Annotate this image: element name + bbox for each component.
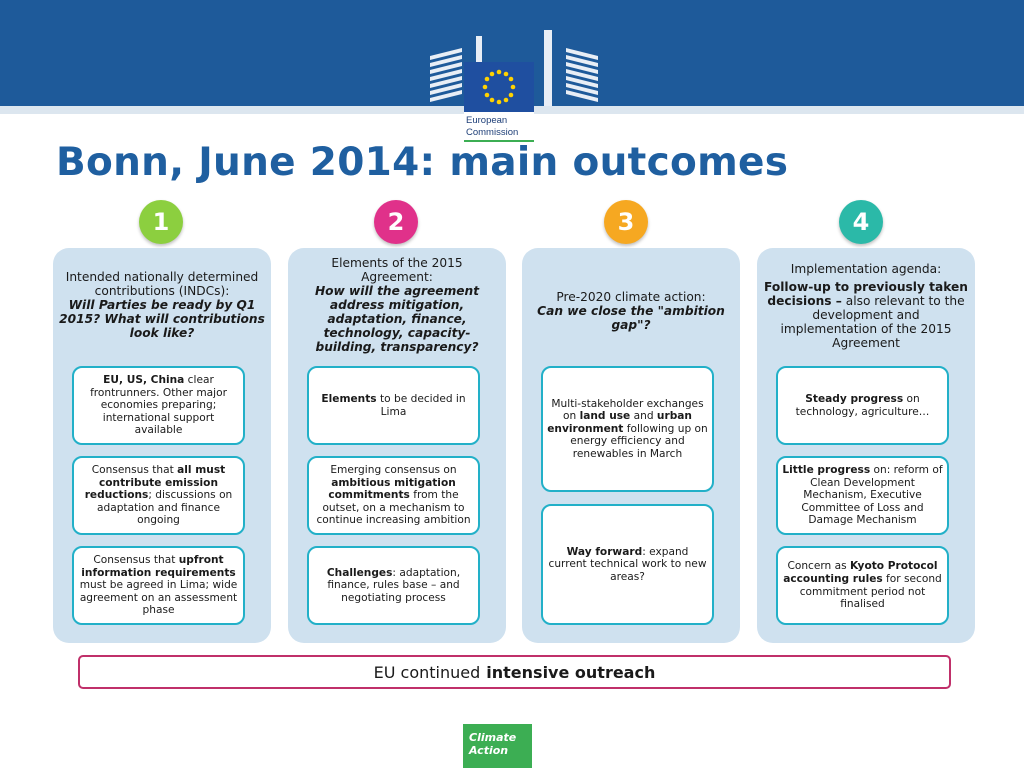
column-2015-agreement (288, 248, 506, 643)
outcome-card: Concern as Kyoto Protocol accounting rules for second commitment period not finalised (776, 546, 949, 625)
footer-line2: Action (469, 744, 509, 757)
badge-4: 4 (839, 200, 883, 244)
column-heading (294, 256, 500, 354)
column-heading (59, 270, 265, 340)
outreach-banner (78, 655, 951, 689)
outcome-card: Challenges: adaptation, finance, rules base – and negotiating process (307, 546, 480, 625)
outcome-card: Consensus that upfront information requirements must be agreed in Lima; wide agreement on an assessment phase (72, 546, 245, 625)
outcome-card: Multi-stakeholder exchanges on land use and urban environment following up on energy efficiency and renewables in March (541, 366, 714, 492)
outcome-card: Way forward: expand current technical work to new areas? (541, 504, 714, 625)
outreach-bold: intensive outreach (486, 662, 656, 682)
outreach-lead: EU continued (373, 662, 481, 682)
page-title: Bonn, June 2014: main outcomes (56, 140, 789, 185)
column-heading (528, 290, 734, 332)
outcome-card: EU, US, China clear frontrunners. Other major economies preparing; international support available (72, 366, 245, 445)
logo-text-line2: Commission (466, 127, 519, 138)
column-indcs (53, 248, 271, 643)
outcome-card: Emerging consensus on ambitious mitigation commitments from the outset, on a mechanism to continue increasing ambition (307, 456, 480, 535)
outcome-card: Steady progress on technology, agriculture… (776, 366, 949, 445)
logo-text-line1: European (466, 115, 508, 126)
heading-emphasis: Follow-up to previously taken decisions – (764, 280, 968, 308)
heading-text: Elements of the 2015 Agreement: (331, 256, 463, 284)
heading-tail: also relevant to the development and implementation of the 2015 Agreement (780, 294, 965, 350)
outcome-card: Elements to be decided in Lima (307, 366, 480, 445)
column-pre-2020 (522, 248, 740, 643)
badge-3: 3 (604, 200, 648, 244)
heading-question: Will Parties be ready by Q1 2015? What will contributions look like? (59, 298, 265, 340)
column-implementation (757, 248, 975, 643)
outcome-card: Consensus that all must contribute emission reductions; discussions on adaptation and finance ongoing (72, 456, 245, 535)
badge-2: 2 (374, 200, 418, 244)
climate-action-tag (463, 724, 532, 768)
heading-question: Can we close the "ambition gap"? (537, 304, 725, 332)
heading-text: Pre-2020 climate action: (556, 290, 706, 304)
heading-text: Implementation agenda: (790, 262, 942, 276)
outcome-card: Little progress on: reform of Clean Development Mechanism, Executive Committee of Loss and Damage Mechanism (776, 456, 949, 535)
european-commission-logo (428, 28, 600, 144)
heading-question: How will the agreement address mitigation, adaptation, finance, technology, capacity-building, transparency? (314, 284, 480, 354)
badge-1: 1 (139, 200, 183, 244)
eu-flag (464, 62, 534, 112)
footer-line1: Climate (469, 731, 517, 744)
heading-text: Intended nationally determined contributions (INDCs): (65, 270, 259, 298)
column-heading (763, 262, 969, 350)
